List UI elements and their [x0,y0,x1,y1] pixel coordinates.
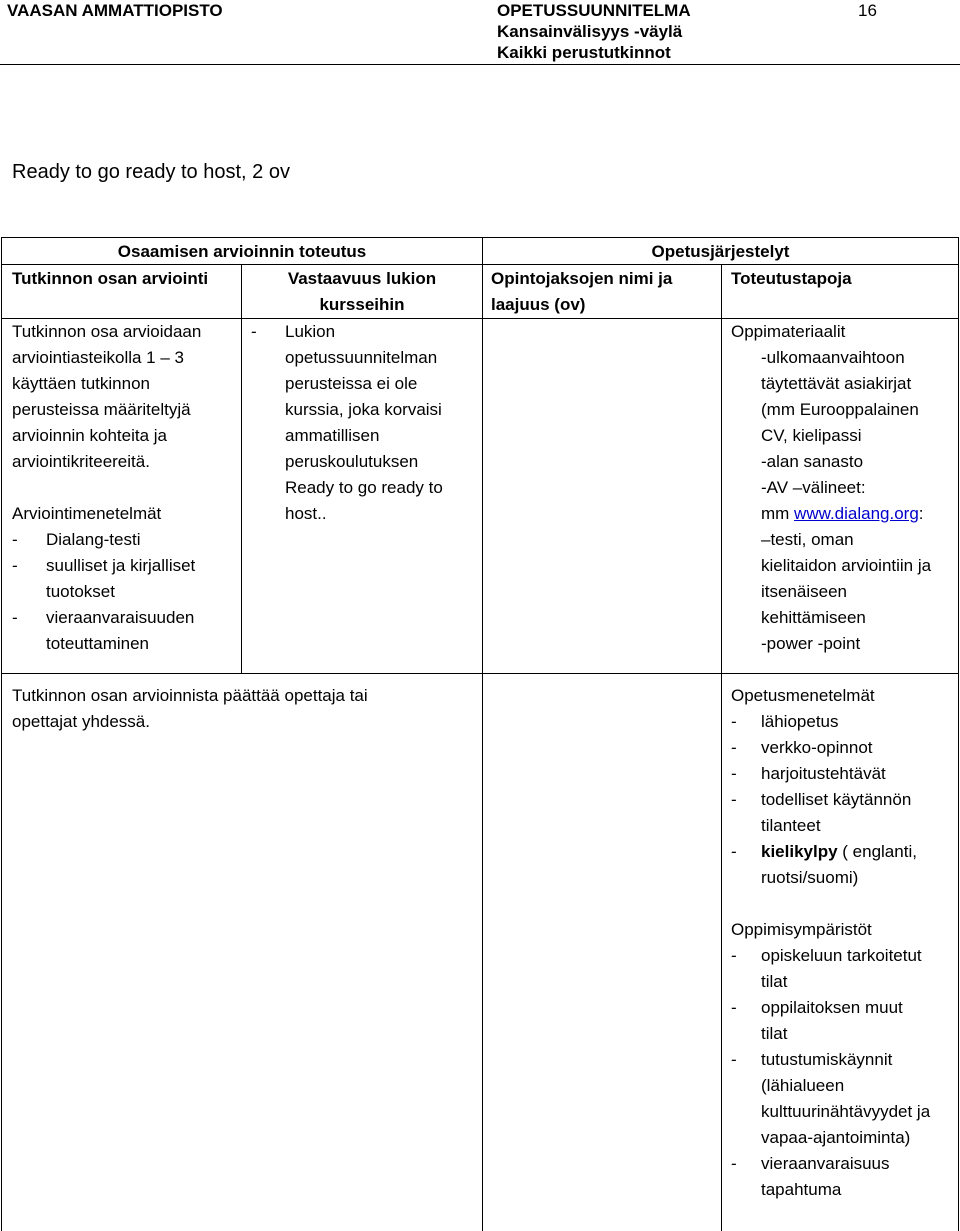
list-item: oppilaitoksen muut [761,998,903,1017]
text-line: kurssia, joka korvaisi [285,400,442,419]
list-item: harjoitustehtävät [761,764,886,783]
list-dash: - [731,946,737,965]
list-item: tilat [761,972,788,991]
list-item: opiskeluun tarkoitetut [761,946,922,965]
text-line: perusteissa ei ole [285,374,418,393]
col-header-methods: Toteutustapoja [731,269,852,288]
list-item: kulttuurinähtävyydet ja [761,1102,931,1121]
header-doc-type: OPETUSSUUNNITELMA [497,1,691,20]
col-header-modules-l1: Opintojaksojen nimi ja [491,269,673,288]
list-item: tapahtuma [761,1180,842,1199]
list-item: todelliset käytännön [761,790,912,809]
list-item: Dialang-testi [46,530,141,549]
teaching-methods-title: Opetusmenetelmät [731,686,875,705]
text-line: Tutkinnon osa arvioidaan [12,322,202,341]
text-line: ammatillisen [285,426,380,445]
assessment-methods-title: Arviointimenetelmät [12,504,162,523]
col-header-assessment: Tutkinnon osan arviointi [12,269,209,288]
list-item: tutustumiskäynnit [761,1050,893,1069]
text-line: itsenäiseen [761,582,848,601]
text-line: arviointiasteikolla 1 – 3 [12,348,184,367]
list-dash: - [731,1154,737,1173]
text-line: peruskoulutuksen [285,452,419,471]
learning-materials-title: Oppimateriaalit [731,322,846,341]
list-dash: - [731,764,737,783]
text-line: -power -point [761,634,861,653]
list-item: lähiopetus [761,712,839,731]
header-path: Kansainvälisyys -väylä [497,22,683,41]
text-line: perusteissa määriteltyjä [12,400,191,419]
header-scope: Kaikki perustutkinnot [497,43,671,62]
text-line: host.. [285,504,327,523]
text-line: kehittämiseen [761,608,866,627]
text-line: Ready to go ready to [285,478,443,497]
list-item: tilat [761,1024,788,1043]
text-line: arviointikriteereitä. [12,452,150,471]
list-item: tilanteet [761,816,821,835]
list-dash: - [251,322,257,341]
list-dash: - [12,608,18,627]
col-header-correspondence-l1: Vastaavuus lukion [287,269,437,288]
col-header-correspondence-l2: kursseihin [319,295,405,314]
text-line: (mm Eurooppalainen [761,400,919,419]
text-line: -ulkomaanvaihtoon [761,348,905,367]
list-dash: - [731,842,737,861]
kielikylpy-label: kielikylpy [761,842,838,861]
assessment-note: Tutkinnon osan arvioinnista päättää opettaja tai [12,686,368,705]
dialang-link[interactable]: www.dialang.org [794,504,919,523]
list-dash: - [731,998,737,1017]
list-dash: - [12,556,18,575]
col-header-modules-l2: laajuus (ov) [491,295,586,314]
group-header-arrangements: Opetusjärjestelyt [651,242,790,261]
assessment-note: opettajat yhdessä. [12,712,150,731]
header-rule [0,64,960,65]
list-dash: - [731,1050,737,1069]
text-line: täytettävät asiakirjat [761,374,912,393]
text-line: arvioinnin kohteita ja [12,426,167,445]
list-item: vieraanvaraisuuden [46,608,195,627]
dialang-line [761,501,924,527]
page-title: Ready to go ready to host, 2 ov [12,161,290,183]
text-line: käyttäen tutkinnon [12,374,150,393]
header-school: VAASAN AMMATTIOPISTO [7,1,223,20]
list-item: tuotokset [46,582,115,601]
list-item: (lähialueen [761,1076,845,1095]
text-line: ( englanti, [837,842,917,861]
list-item: vieraanvaraisuus [761,1154,890,1173]
list-item [761,839,917,865]
text-line: -alan sanasto [761,452,864,471]
list-item: ruotsi/suomi) [761,868,859,887]
text-line: Lukion [285,322,336,341]
text-line: : [918,504,924,523]
group-header-assessment: Osaamisen arvioinnin toteutus [117,242,367,261]
text-line: mm [761,504,795,523]
list-dash: - [731,712,737,731]
text-line: opetussuunnitelman [285,348,438,367]
text-line: kielitaidon arviointiin ja [761,556,932,575]
list-item: verkko-opinnot [761,738,873,757]
text-line: CV, kielipassi [761,426,862,445]
text-line: -AV –välineet: [761,478,866,497]
list-dash: - [731,738,737,757]
list-dash: - [12,530,18,549]
list-dash: - [731,790,737,809]
list-item: toteuttaminen [46,634,150,653]
list-item: suulliset ja kirjalliset [46,556,196,575]
learning-environments-title: Oppimisympäristöt [731,920,872,939]
text-line: –testi, oman [761,530,854,549]
list-item: vapaa-ajantoiminta) [761,1128,911,1147]
page-number: 16 [858,1,877,20]
